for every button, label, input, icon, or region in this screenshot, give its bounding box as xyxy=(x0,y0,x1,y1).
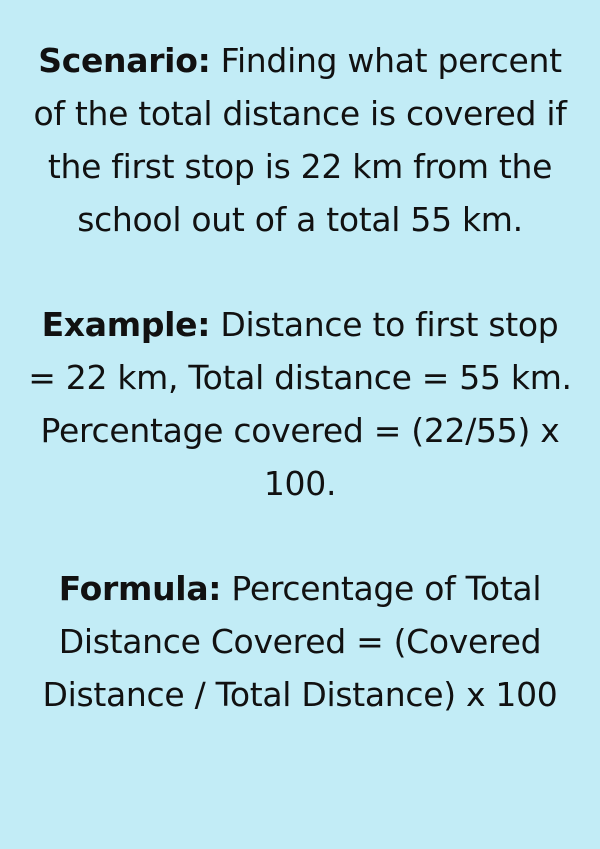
scenario-label: Scenario: xyxy=(38,41,211,80)
scenario-paragraph xyxy=(28,34,572,246)
formula-text: Percentage of Total Distance Covered = (Covered Distance / Total Distance) x 100 xyxy=(42,569,558,714)
example-label: Example: xyxy=(41,305,211,344)
example-text: Distance to first stop = 22 km, Total distance = 55 km. Percentage covered = (22/55) x 100. xyxy=(28,305,572,503)
formula-label: Formula: xyxy=(58,569,222,608)
example-paragraph xyxy=(28,298,572,510)
scenario-text: Finding what percent of the total distance is covered if the first stop is 22 km from the school out of a total 55 km. xyxy=(33,41,567,239)
formula-paragraph xyxy=(28,562,572,721)
